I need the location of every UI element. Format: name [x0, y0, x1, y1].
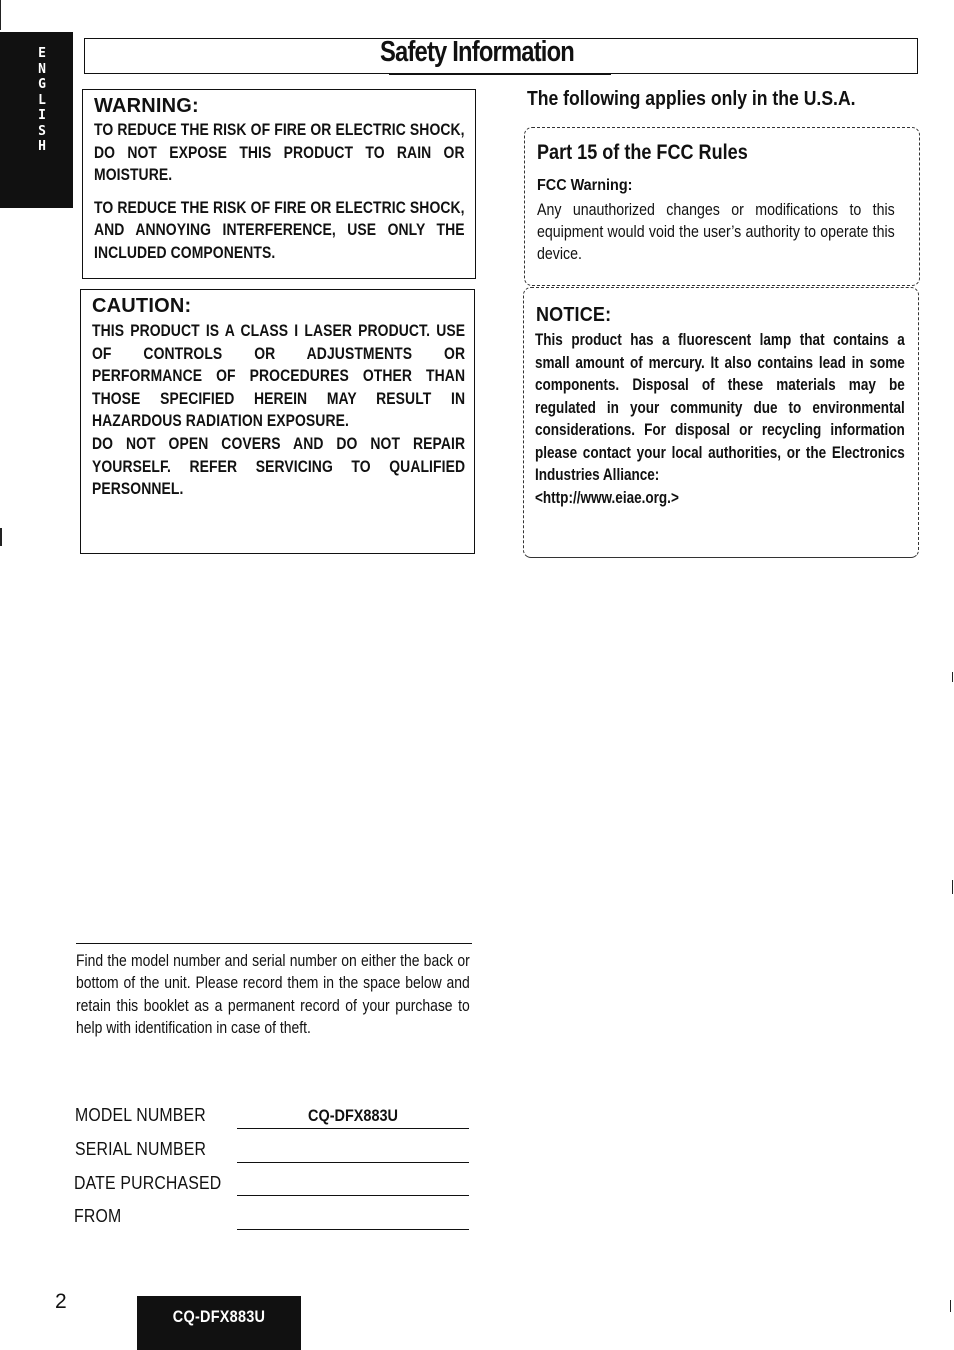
record-divider	[76, 943, 472, 944]
scan-mark	[952, 672, 953, 682]
scan-mark	[0, 528, 2, 546]
serial-number-label: SERIAL NUMBER	[75, 1139, 207, 1159]
from-label: FROM	[74, 1206, 122, 1226]
warning-heading: WARNING:	[94, 95, 199, 117]
title-underline	[389, 73, 611, 75]
usa-heading: The following applies only in the U.S.A.	[527, 88, 856, 110]
scan-mark	[952, 880, 953, 894]
notice-body: This product has a fluorescent lamp that contains a small amount of mercury. It also contains lead in some components. Disposal of these materials may be regulated in your community due to environmental considerations. For disposal or recycling information please contact your local authorities, or the Electronics Industries Alliance:	[535, 331, 905, 484]
warning-paragraph-2: TO REDUCE THE RISK OF FIRE OR ELECTRIC SHOCK, AND ANNOYING INTERFERENCE, USE ONLY THE INCLUDED COMPONENTS.	[94, 197, 465, 262]
page-number: 2	[55, 1290, 67, 1313]
model-number-value: CQ-DFX883U	[308, 1106, 398, 1125]
record-intro: Find the model number and serial number on either the back or bottom of the unit. Please record them in the space below and retain this booklet as a permanent record of your purchase to help with identification in case of theft.	[76, 952, 470, 1037]
scan-mark	[950, 1300, 951, 1312]
model-number-label: MODEL NUMBER	[75, 1105, 206, 1125]
page-title: Safety Information	[379, 36, 575, 68]
fcc-title: Part 15 of the FCC Rules	[537, 141, 748, 164]
language-tab-label: ENGLISH	[38, 46, 46, 154]
notice-heading: NOTICE:	[536, 304, 612, 326]
caution-heading: CAUTION:	[92, 295, 192, 317]
notice-url: <http://www.eiae.org.>	[535, 488, 679, 507]
model-number-line	[237, 1128, 469, 1129]
scan-mark	[0, 0, 1, 30]
date-purchased-line	[237, 1195, 469, 1196]
date-purchased-label: DATE PURCHASED	[74, 1173, 222, 1193]
caution-paragraph-2: DO NOT OPEN COVERS AND DO NOT REPAIR YOURSELF. REFER SERVICING TO QUALIFIED PERSONNEL.	[92, 433, 466, 499]
fcc-subheading: FCC Warning:	[537, 177, 633, 194]
footer-model-label: CQ-DFX883U	[172, 1307, 266, 1326]
warning-paragraph-1: TO REDUCE THE RISK OF FIRE OR ELECTRIC SHOCK, DO NOT EXPOSE THIS PRODUCT TO RAIN OR MOISTURE.	[94, 120, 465, 185]
language-tab	[0, 32, 73, 208]
from-line	[237, 1229, 469, 1230]
serial-number-line	[237, 1162, 469, 1163]
caution-paragraph-1: THIS PRODUCT IS A CLASS I LASER PRODUCT. USE OF CONTROLS OR ADJUSTMENTS OR PERFORMANCE OF PROCEDURES OTHER THAN THOSE SPECIFIED HEREIN MAY RESULT IN HAZARDOUS RADIATION EXPOSURE.	[92, 321, 466, 431]
fcc-body: Any unauthorized changes or modifications to this equipment would void the user’s authority to operate this device.	[537, 201, 895, 264]
